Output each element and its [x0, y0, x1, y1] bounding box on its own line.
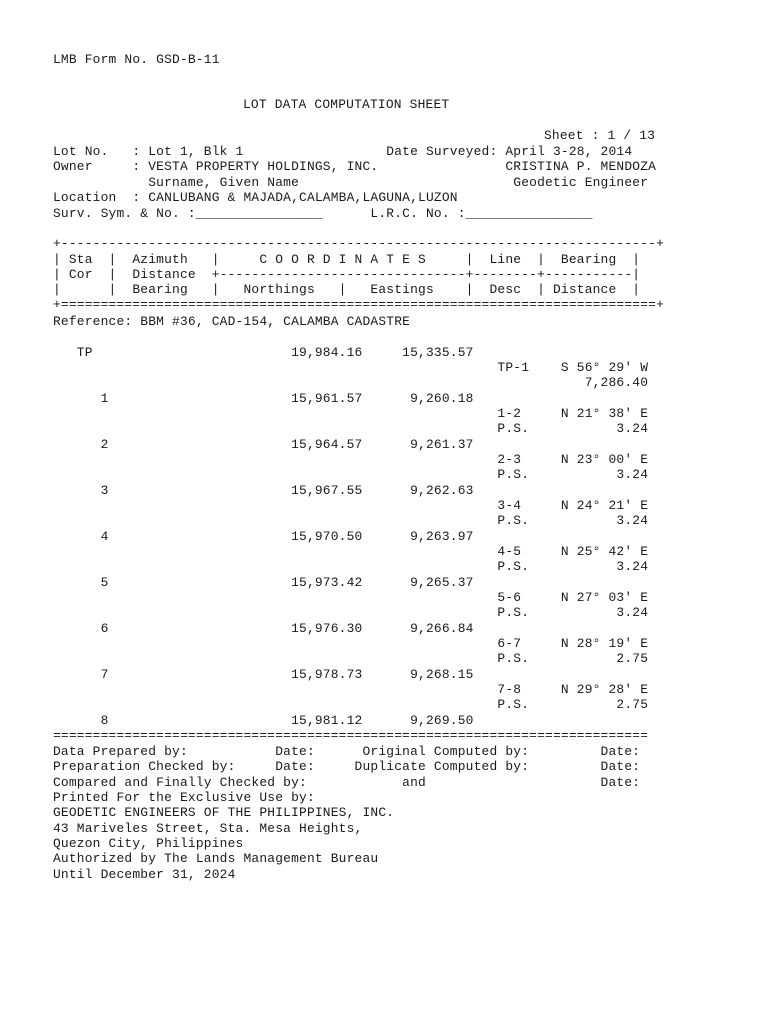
owner-caption-row: Surname, Given Name Geodetic Engineer	[53, 175, 649, 190]
course-distance-row: P.S. 3.24	[53, 605, 649, 620]
course-bearing-row: 4-5 N 25° 42' E	[53, 544, 649, 559]
station-row: 8 15,981.12 9,269.50	[53, 713, 474, 728]
station-row: 4 15,970.50 9,263.97	[53, 529, 474, 544]
station-row: 6 15,976.30 9,266.84	[53, 621, 474, 636]
course-distance-row: P.S. 2.75	[53, 651, 649, 666]
company-name: GEODETIC ENGINEERS OF THE PHILIPPINES, INC.	[53, 805, 395, 820]
course-bearing-row: TP-1 S 56° 29' W	[53, 360, 649, 375]
course-bearing-row: 5-6 N 27° 03' E	[53, 590, 649, 605]
table-border: +===========================================================================+	[53, 297, 665, 312]
company-city: Quezon City, Philippines	[53, 836, 244, 851]
footer-prepared: Data Prepared by: Date: Original Computed by: Date:	[53, 744, 641, 759]
table-header: | | Bearing | Northings | Eastings | Desc | Distance |	[53, 282, 641, 297]
owner-row: Owner : VESTA PROPERTY HOLDINGS, INC. CRISTINA P. MENDOZA	[53, 159, 657, 174]
table-bottom-border: ===========================================================================	[53, 728, 649, 743]
station-row: TP 19,984.16 15,335.57	[53, 345, 474, 360]
station-row: 3 15,967.55 9,262.63	[53, 483, 474, 498]
lot-number-row: Lot No. : Lot 1, Blk 1 Date Surveyed: April 3-28, 2014	[53, 144, 633, 159]
page-title: LOT DATA COMPUTATION SHEET	[243, 97, 450, 112]
table-header: | Sta | Azimuth | C O O R D I N A T E S | Line | Bearing |	[53, 252, 641, 267]
course-distance-row: P.S. 3.24	[53, 467, 649, 482]
station-row: 7 15,978.73 9,268.15	[53, 667, 474, 682]
station-row: 2 15,964.57 9,261.37	[53, 437, 474, 452]
sheet-number: Sheet : 1 / 13	[544, 128, 656, 143]
reference: Reference: BBM #36, CAD-154, CALAMBA CADASTRE	[53, 314, 411, 329]
course-distance-row: 7,286.40	[53, 375, 649, 390]
course-bearing-row: 1-2 N 21° 38' E	[53, 406, 649, 421]
company-address: 43 Mariveles Street, Sta. Mesa Heights,	[53, 821, 363, 836]
course-bearing-row: 7-8 N 29° 28' E	[53, 682, 649, 697]
footer-checked: Preparation Checked by: Date: Duplicate Computed by: Date:	[53, 759, 641, 774]
course-bearing-row: 6-7 N 28° 19' E	[53, 636, 649, 651]
station-row: 1 15,961.57 9,260.18	[53, 391, 474, 406]
location-row: Location : CANLUBANG & MAJADA,CALAMBA,LAGUNA,LUZON	[53, 190, 458, 205]
survey-symbol-row: Surv. Sym. & No. :________________ L.R.C. No. :________________	[53, 206, 593, 221]
course-bearing-row: 2-3 N 23° 00' E	[53, 452, 649, 467]
table-border: +---------------------------------------------------------------------------+	[53, 236, 665, 251]
form-number: LMB Form No. GSD-B-11	[53, 52, 220, 67]
course-distance-row: P.S. 3.24	[53, 559, 649, 574]
footer-compared: Compared and Finally Checked by: and Date:	[53, 775, 641, 790]
station-row: 5 15,973.42 9,265.37	[53, 575, 474, 590]
course-bearing-row: 3-4 N 24° 21' E	[53, 498, 649, 513]
printed-for: Printed For the Exclusive Use by:	[53, 790, 315, 805]
course-distance-row: P.S. 3.24	[53, 421, 649, 436]
table-header: | Cor | Distance +-------------------------------+--------+-----------|	[53, 267, 641, 282]
authorization: Authorized by The Lands Management Bureau	[53, 851, 379, 866]
valid-until: Until December 31, 2024	[53, 867, 236, 882]
course-distance-row: P.S. 2.75	[53, 697, 649, 712]
course-distance-row: P.S. 3.24	[53, 513, 649, 528]
